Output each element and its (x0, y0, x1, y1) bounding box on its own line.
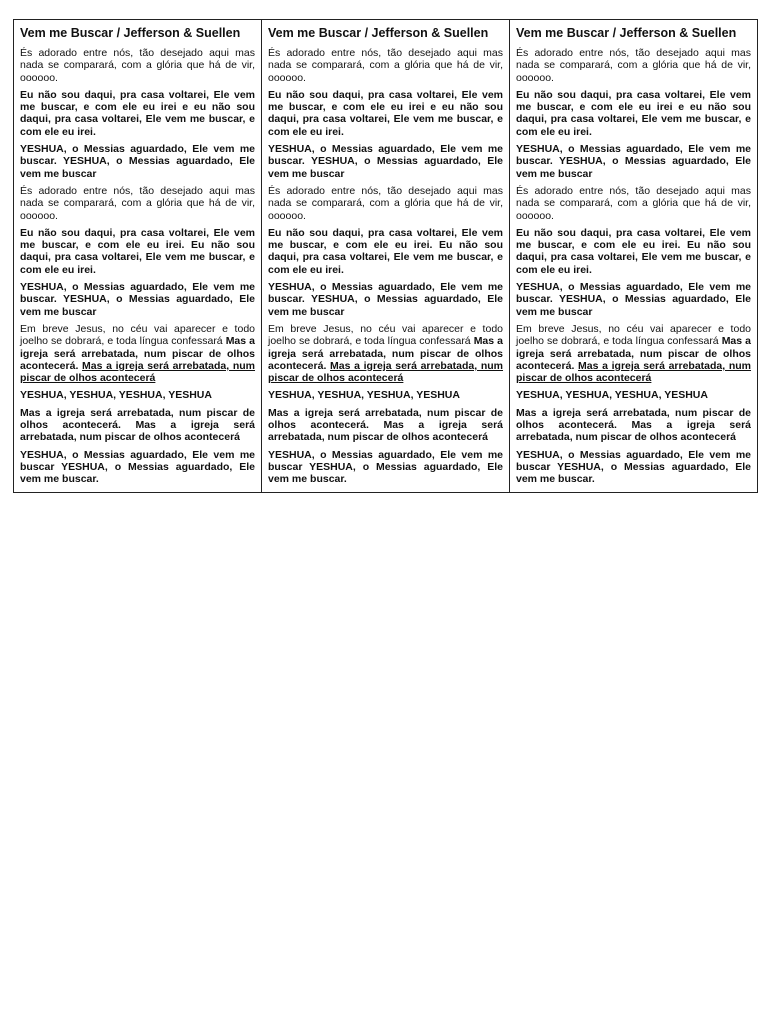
final-refrain: YESHUA, o Messias aguardado, Ele vem me buscar YESHUA, o Messias aguardado, Ele vem me buscar. (516, 448, 751, 486)
rapture-repeat: Mas a igreja será arrebatada, num piscar de olhos acontecerá. Mas a igreja será arrebatada, num piscar de olhos acontecerá (268, 406, 503, 444)
bridge-intro: Em breve Jesus, no céu vai aparecer e todo joelho se dobrará, e toda língua confessará (516, 322, 751, 348)
lyrics-column-3 (510, 20, 757, 492)
chorus-2: Eu não sou daqui, pra casa voltarei, Ele vem me buscar, e com ele eu irei. Eu não sou daqui, pra casa voltarei, Ele vem me buscar, e com ele eu irei. (20, 226, 255, 276)
yeshua-refrain-1: YESHUA, o Messias aguardado, Ele vem me buscar. YESHUA, o Messias aguardado, Ele vem me buscar (516, 143, 751, 180)
yeshua-chant: YESHUA, YESHUA, YESHUA, YESHUA (516, 389, 708, 402)
lyrics-column-1 (14, 20, 262, 492)
lyrics-column-2 (262, 20, 510, 492)
chorus-2: Eu não sou daqui, pra casa voltarei, Ele vem me buscar, e com ele eu irei. Eu não sou daqui, pra casa voltarei, Ele vem me buscar, e com ele eu irei. (516, 226, 751, 276)
rapture-repeat: Mas a igreja será arrebatada, num piscar de olhos acontecerá. Mas a igreja será arrebatada, num piscar de olhos acontecerá (20, 406, 255, 444)
chorus-2: Eu não sou daqui, pra casa voltarei, Ele vem me buscar, e com ele eu irei. Eu não sou daqui, pra casa voltarei, Ele vem me buscar, e com ele eu irei. (268, 226, 503, 276)
bridge (20, 323, 255, 384)
yeshua-chant: YESHUA, YESHUA, YESHUA, YESHUA (268, 389, 460, 402)
final-refrain: YESHUA, o Messias aguardado, Ele vem me buscar YESHUA, o Messias aguardado, Ele vem me buscar. (20, 448, 255, 486)
verse-2: És adorado entre nós, tão desejado aqui mas nada se comparará, com a glória que há de vir, oooooo. (268, 184, 503, 222)
song-title: Vem me Buscar / Jefferson & Suellen (20, 26, 241, 40)
chorus-1: Eu não sou daqui, pra casa voltarei, Ele vem me buscar, e com ele eu irei e eu não sou daqui, pra casa voltarei, Ele vem me buscar, e com ele eu irei. (20, 88, 255, 138)
verse-2: És adorado entre nós, tão desejado aqui mas nada se comparará, com a glória que há de vir, oooooo. (516, 184, 751, 222)
chorus-1: Eu não sou daqui, pra casa voltarei, Ele vem me buscar, e com ele eu irei e eu não sou daqui, pra casa voltarei, Ele vem me buscar, e com ele eu irei. (516, 88, 751, 138)
final-refrain: YESHUA, o Messias aguardado, Ele vem me buscar YESHUA, o Messias aguardado, Ele vem me buscar. (268, 448, 503, 486)
bridge-intro: Em breve Jesus, no céu vai aparecer e todo joelho se dobrará, e toda língua confessará (20, 322, 255, 348)
yeshua-refrain-1: YESHUA, o Messias aguardado, Ele vem me buscar. YESHUA, o Messias aguardado, Ele vem me buscar (20, 143, 255, 180)
yeshua-refrain-2: YESHUA, o Messias aguardado, Ele vem me buscar. YESHUA, o Messias aguardado, Ele vem me buscar (516, 281, 751, 318)
yeshua-refrain-2: YESHUA, o Messias aguardado, Ele vem me buscar. YESHUA, o Messias aguardado, Ele vem me buscar (20, 281, 255, 318)
bridge-rapture-underlined: Mas a igreja será arrebatada, num piscar de olhos acontecerá (268, 359, 504, 385)
bridge-rapture-underlined: Mas a igreja será arrebatada, num piscar de olhos acontecerá (516, 359, 752, 385)
verse-1: És adorado entre nós, tão desejado aqui mas nada se comparará, com a glória que há de vir, oooooo. (516, 47, 751, 84)
song-title: Vem me Buscar / Jefferson & Suellen (268, 26, 489, 40)
bridge (268, 323, 503, 384)
chorus-1: Eu não sou daqui, pra casa voltarei, Ele vem me buscar, e com ele eu irei e eu não sou daqui, pra casa voltarei, Ele vem me buscar, e com ele eu irei. (268, 88, 503, 138)
yeshua-chant: YESHUA, YESHUA, YESHUA, YESHUA (20, 389, 212, 402)
song-title: Vem me Buscar / Jefferson & Suellen (516, 26, 737, 40)
verse-2: És adorado entre nós, tão desejado aqui mas nada se comparará, com a glória que há de vir, oooooo. (20, 184, 255, 222)
bridge (516, 323, 751, 384)
yeshua-refrain-1: YESHUA, o Messias aguardado, Ele vem me buscar. YESHUA, o Messias aguardado, Ele vem me buscar (268, 143, 503, 180)
bridge-rapture: Mas a igreja será arrebatada, num piscar de olhos acontecerá. (20, 335, 255, 372)
bridge-rapture: Mas a igreja será arrebatada, num piscar de olhos acontecerá. (268, 335, 503, 372)
rapture-repeat: Mas a igreja será arrebatada, num piscar de olhos acontecerá. Mas a igreja será arrebatada, num piscar de olhos acontecerá (516, 406, 751, 444)
bridge-intro: Em breve Jesus, no céu vai aparecer e todo joelho se dobrará, e toda língua confessará (268, 322, 503, 348)
bridge-rapture-underlined: Mas a igreja será arrebatada, num piscar de olhos acontecerá (20, 359, 256, 385)
yeshua-refrain-2: YESHUA, o Messias aguardado, Ele vem me buscar. YESHUA, o Messias aguardado, Ele vem me buscar (268, 281, 503, 318)
bridge-rapture: Mas a igreja será arrebatada, num piscar de olhos acontecerá. (516, 335, 751, 372)
verse-1: És adorado entre nós, tão desejado aqui mas nada se comparará, com a glória que há de vir, oooooo. (268, 47, 503, 84)
verse-1: És adorado entre nós, tão desejado aqui mas nada se comparará, com a glória que há de vir, oooooo. (20, 47, 255, 84)
lyrics-sheet (13, 19, 758, 493)
